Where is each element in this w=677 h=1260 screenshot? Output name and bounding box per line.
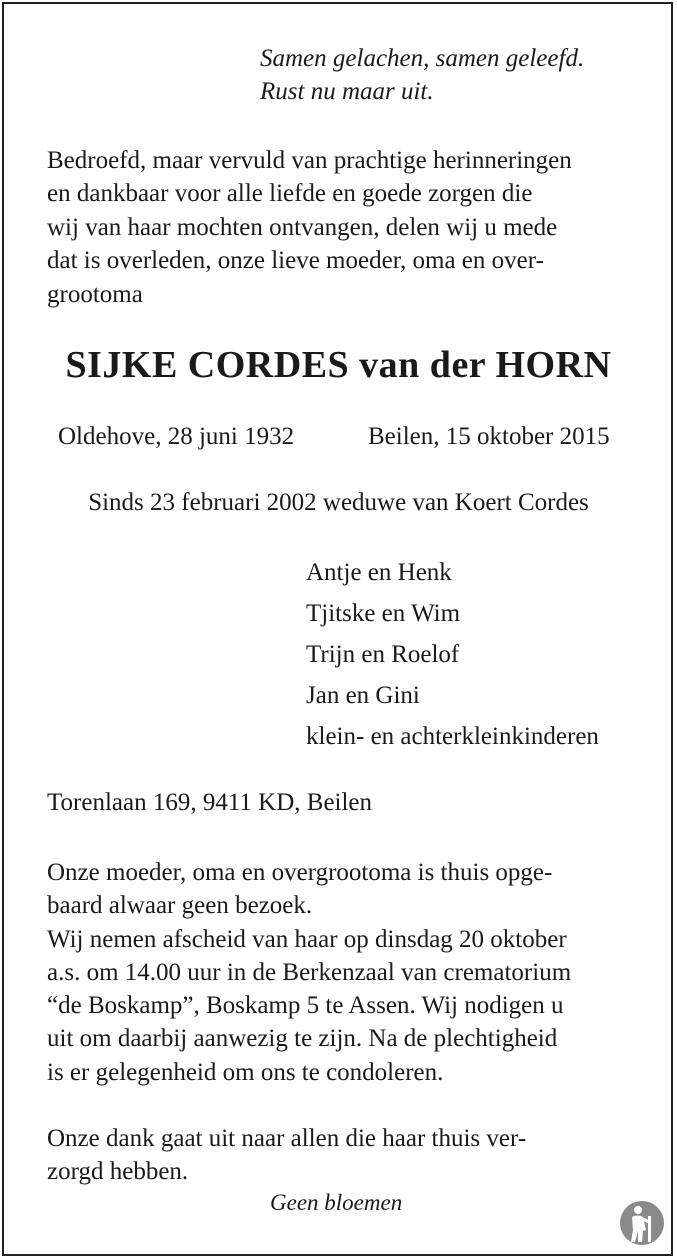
family-names: Tjitske en Wim bbox=[306, 600, 461, 627]
intro-line: en dankbaar voor alle liefde en goede zorgen die bbox=[47, 180, 533, 208]
intro-line: dat is overleden, onze lieve moeder, oma en over- bbox=[47, 247, 544, 275]
birth-place-date: Oldehove, 28 juni 1932 bbox=[58, 423, 295, 450]
funeral-line: a.s. om 14.00 uur in de Berkenzaal van crematorium bbox=[47, 958, 572, 986]
family-names: Trijn en Roelof bbox=[306, 641, 460, 668]
funeral-line: Onze moeder, oma en overgrootoma is thuis opge- bbox=[47, 859, 553, 886]
funeral-line: baard alwaar geen bezoek. bbox=[47, 892, 313, 920]
thanks-line: Onze dank gaat uit naar allen die haar thuis ver- bbox=[47, 1125, 527, 1152]
intro-line: wij van haar mochten ontvangen, delen wij u mede bbox=[47, 213, 558, 241]
home-address: Torenlaan 169, 9411 KD, Beilen bbox=[47, 789, 373, 816]
family-names: Antje en Henk bbox=[306, 559, 452, 586]
intro-line: grootoma bbox=[47, 280, 143, 308]
funeral-line: is er gelegenheid om ons te condoleren. bbox=[47, 1058, 444, 1086]
no-flowers-note: Geen bloemen bbox=[270, 1190, 403, 1215]
thanks-line: zorgd hebben. bbox=[47, 1158, 189, 1185]
motto-line: Rust nu maar uit. bbox=[260, 78, 434, 105]
death-place-date: Beilen, 15 oktober 2015 bbox=[368, 423, 610, 450]
intro-paragraph bbox=[47, 144, 572, 311]
funeral-line: Wij nemen afscheid van haar op dinsdag 20 oktober bbox=[47, 925, 567, 953]
deceased-name: SIJKE CORDES van der HORN bbox=[65, 344, 612, 386]
funeral-line: “de Boskamp”, Boskamp 5 te Assen. Wij nodigen u bbox=[47, 992, 564, 1020]
intro-line: Bedroefd, maar vervuld van prachtige herinneringen bbox=[47, 147, 572, 174]
funeral-line: uit om daarbij aanwezig te zijn. Na de plechtigheid bbox=[47, 1025, 558, 1053]
funeral-paragraph bbox=[47, 856, 571, 1089]
thanks-paragraph bbox=[47, 1122, 526, 1188]
motto bbox=[260, 42, 584, 108]
family-names: Jan en Gini bbox=[306, 682, 420, 709]
widow-line: Sinds 23 februari 2002 weduwe van Koert Cordes bbox=[88, 489, 589, 516]
family-names: klein- en achterkleinkinderen bbox=[306, 723, 599, 750]
motto-line: Samen gelachen, samen geleefd. bbox=[260, 45, 585, 72]
memorial-figure-icon bbox=[619, 1200, 665, 1246]
